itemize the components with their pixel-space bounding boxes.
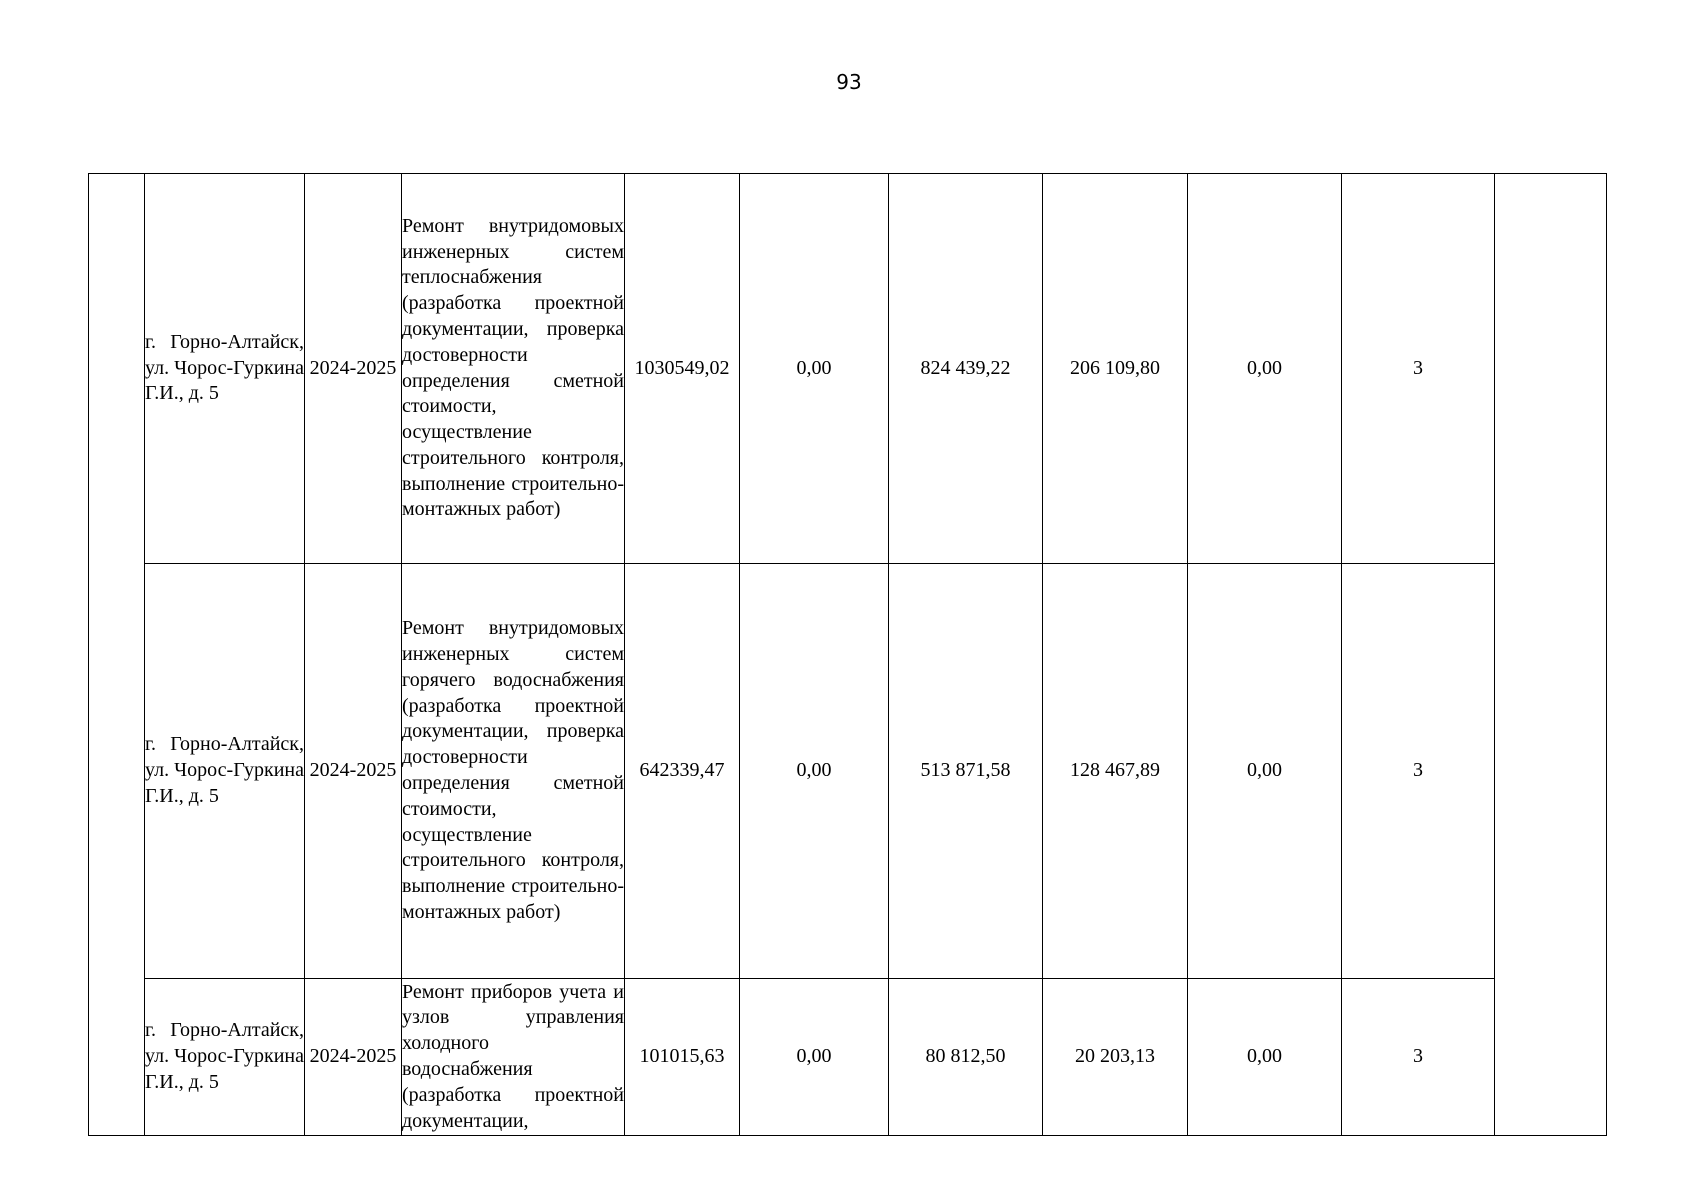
amount-cell-a: 0,00 [740, 564, 889, 979]
total-cost-cell: 101015,63 [625, 979, 740, 1136]
amount-cell-b: 824 439,22 [889, 174, 1043, 564]
work-description-cell [402, 174, 625, 564]
work-description-text: Ремонт внутридомовых инженерных систем горячего водоснабжения (разработка проектной документации, проверка достоверности определения сметной стоимости, осуществление строительного контроля, выполнение строительно-монтажных работ) [402, 617, 624, 923]
code-cell: 3 [1342, 174, 1495, 564]
amount-cell-a: 0,00 [740, 979, 889, 1136]
period-cell: 2024-2025 [305, 564, 402, 979]
merged-note-cell [1495, 174, 1607, 1136]
address-cell: г. Горно-Алтайск, ул. Чорос-Гуркина Г.И., д. 5 [145, 174, 305, 564]
address-cell: г. Горно-Алтайск, ул. Чорос-Гуркина Г.И., д. 5 [145, 564, 305, 979]
period-cell: 2024-2025 [305, 979, 402, 1136]
amount-cell-b: 80 812,50 [889, 979, 1043, 1136]
work-description-text: Ремонт приборов учета и узлов управления холодного водоснабжения (разработка проектной документации, [402, 980, 624, 1132]
amount-cell-d: 0,00 [1188, 979, 1342, 1136]
code-cell: 3 [1342, 979, 1495, 1136]
period-cell: 2024-2025 [305, 174, 402, 564]
amount-cell-a: 0,00 [740, 174, 889, 564]
total-cost-cell: 642339,47 [625, 564, 740, 979]
amount-cell-b: 513 871,58 [889, 564, 1043, 979]
amount-cell-c: 128 467,89 [1043, 564, 1188, 979]
amount-cell-c: 206 109,80 [1043, 174, 1188, 564]
amount-cell-d: 0,00 [1188, 564, 1342, 979]
amount-cell-c: 20 203,13 [1043, 979, 1188, 1136]
total-cost-cell: 1030549,02 [625, 174, 740, 564]
merged-index-cell [89, 174, 145, 1136]
work-description-cell [402, 979, 625, 1136]
amount-cell-d: 0,00 [1188, 174, 1342, 564]
work-description-cell [402, 564, 625, 979]
work-description-text: Ремонт внутридомовых инженерных систем теплоснабжения (разработка проектной документации, проверка достоверности определения сметной стоимости, осуществление строительного контроля, выполнение строительно-монтажных работ) [402, 214, 624, 521]
address-cell: г. Горно-Алтайск, ул. Чорос-Гуркина Г.И., д. 5 [145, 979, 305, 1136]
table-row [89, 174, 1607, 564]
table-row [89, 564, 1607, 979]
table-row [89, 979, 1607, 1136]
page-number: 93 [836, 70, 862, 94]
program-table [88, 173, 1607, 1136]
code-cell: 3 [1342, 564, 1495, 979]
